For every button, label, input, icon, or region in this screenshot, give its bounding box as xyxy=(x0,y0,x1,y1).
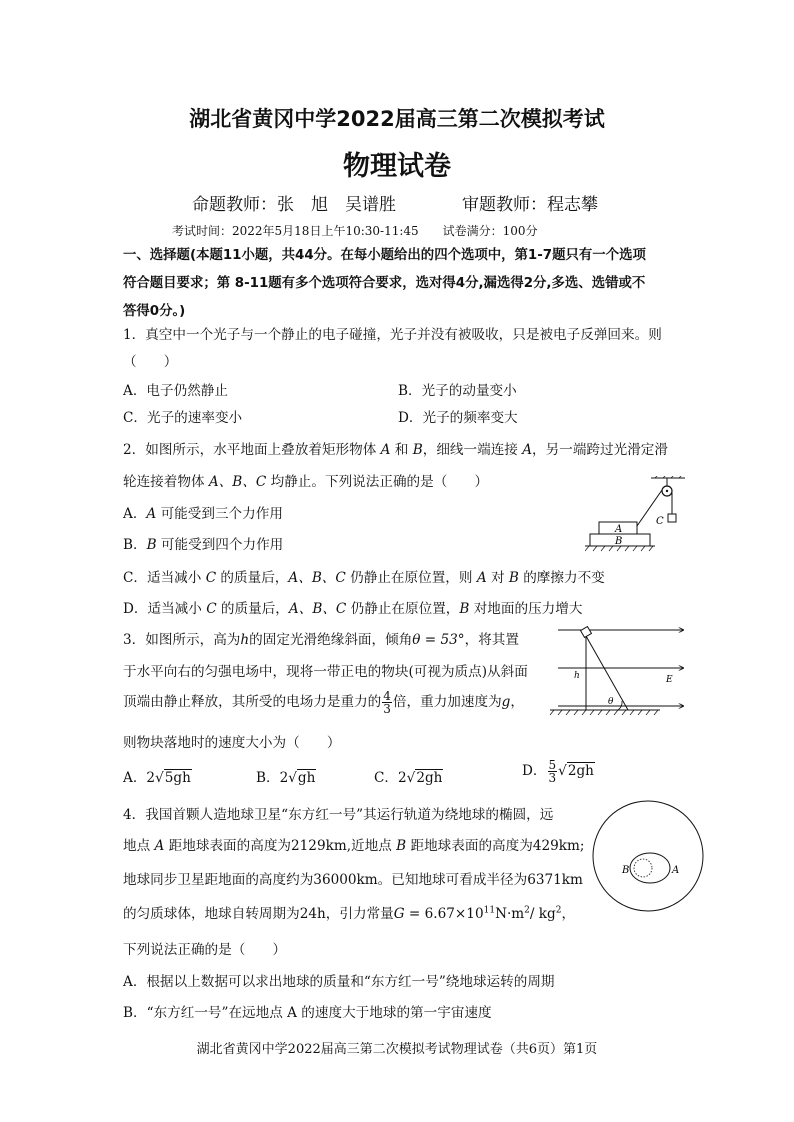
q3-stem-line4: 则物块落地时的速度大小为（ ） xyxy=(123,735,341,751)
subject-title: 物理试卷 xyxy=(343,151,451,182)
section-instructions-line2: 符合题目要求；第 8-11题有多个选项符合要求，选对得4分,漏选得2分,多选、选错或不 xyxy=(123,276,646,291)
charged-block xyxy=(581,627,592,638)
q4-stem-line1: 4．我国首颗人造地球卫星“东方红一号”其运行轨道为绕地球的椭圆，远 xyxy=(123,807,554,823)
label-theta: θ xyxy=(608,697,614,707)
q2-stem-line1: 2．如图所示，水平地面上叠放着矩形物体 A 和 B，细线一端连接 A，另一端跨过光滑定滑 xyxy=(123,442,668,458)
q2-option-a: A．A 可能受到三个力作用 xyxy=(123,506,283,522)
q3-option-c: C．2√2gh xyxy=(374,770,443,786)
q1-option-b: B．光子的动量变小 xyxy=(398,383,517,399)
q3-option-b: B．2√gh xyxy=(256,770,316,786)
q2-pulley-figure xyxy=(585,476,695,552)
label-b: B xyxy=(615,536,623,547)
q1-option-d: D．光子的频率变大 xyxy=(398,410,518,426)
earth xyxy=(634,859,652,877)
section-instructions-line3: 答得0分。) xyxy=(123,304,186,319)
q3-stem-line3: 顶端由静止释放，其所受的电场力是重力的 $\frac{4}{3}$ 倍，重力加速度为g， xyxy=(123,689,524,716)
q1-option-a: A．电子仍然静止 xyxy=(123,383,228,399)
q4-option-a: A．根据以上数据可以求出地球的质量和“东方红一号”绕地球运转的周期 xyxy=(123,974,555,990)
q1-option-c: C．光子的速率变小 xyxy=(123,410,243,426)
q3-incline-figure xyxy=(548,622,690,718)
label-a: A xyxy=(672,865,680,876)
setter-teachers: 命题教师：张 旭 吴谱胜 xyxy=(192,195,396,215)
label-a: A xyxy=(615,524,623,535)
geo-orbit xyxy=(593,801,703,911)
block-c xyxy=(668,514,676,522)
q2-option-d: D．适当减小 C 的质量后，A、B、C 仍静止在原位置，B 对地面的压力增大 xyxy=(123,601,583,617)
q3-d-fraction: $\frac{5}{3}$ xyxy=(548,758,557,785)
q4-stem-line4: 的匀质球体，地球自转周期为24h，引力常量$G = 6.67\times 10^{11}N\cdot m^2/$ $kg^2$， xyxy=(123,905,576,922)
q3-fraction: $\frac{4}{3}$ xyxy=(383,689,391,716)
q4-stem-line3: 地球同步卫星距地面的高度约为36000km。已知地球可看成半径为6371km xyxy=(123,872,583,888)
label-c: C xyxy=(656,516,664,527)
q2-option-b: B．B 可能受到四个力作用 xyxy=(123,537,284,553)
satellite-orbit xyxy=(630,853,670,883)
q3-option-d: D． $\frac{5}{3}$ √2gh xyxy=(522,758,594,785)
q4-stem-line5: 下列说法正确的是（ ） xyxy=(123,942,287,958)
q1-stem-line1: 1．真空中一个光子与一个静止的电子碰撞，光子并没有被吸收，只是被电子反弹回来。则 xyxy=(123,327,662,343)
section-instructions-line1: 一、选择题(本题11小题，共44分。在每小题给出的四个选项中，第1-7题只有一个选项 xyxy=(123,248,646,263)
label-e: E xyxy=(666,675,673,685)
exam-info: 考试时间：2022年5月18日上午10:30-11:45 试卷满分：100分 xyxy=(172,224,538,238)
q1-stem-line2: （ ） xyxy=(123,354,178,370)
label-h: h xyxy=(574,671,580,681)
q3-stem-line1: 3．如图所示，高为h的固定光滑绝缘斜面，倾角θ = 53°，将其置 xyxy=(123,632,519,648)
q3-stem-line2: 于水平向右的匀强电场中，现将一带正电的物块(可视为质点)从斜面 xyxy=(123,664,528,680)
q2-option-c: C．适当减小 C 的质量后，A、B、C 仍静止在原位置，则 A 对 B 的摩擦力不变 xyxy=(123,570,605,586)
q4-stem-line2: 地点 A 距地球表面的高度为2129km,近地点 B 距地球表面的高度为429km; xyxy=(123,838,585,854)
q4-orbit-figure xyxy=(590,798,706,914)
q2-stem-line2: 轮连接着物体 A、B、C 均静止。下列说法正确的是（ ） xyxy=(123,474,489,490)
reviewer-teacher: 审题教师：程志攀 xyxy=(462,195,598,215)
q4-option-b: B．“东方红一号”在远地点 A 的速度大于地球的第一宇宙速度 xyxy=(123,1005,492,1021)
incline-slope xyxy=(586,636,628,710)
label-b: B xyxy=(622,865,630,876)
exam-title: 湖北省黄冈中学2022届高三第二次模拟考试 xyxy=(189,107,605,131)
q3-option-a: A．2√5gh xyxy=(123,770,191,786)
page-footer: 湖北省黄冈中学2022届高三第二次模拟考试物理试卷（共6页）第1页 xyxy=(196,1042,598,1057)
